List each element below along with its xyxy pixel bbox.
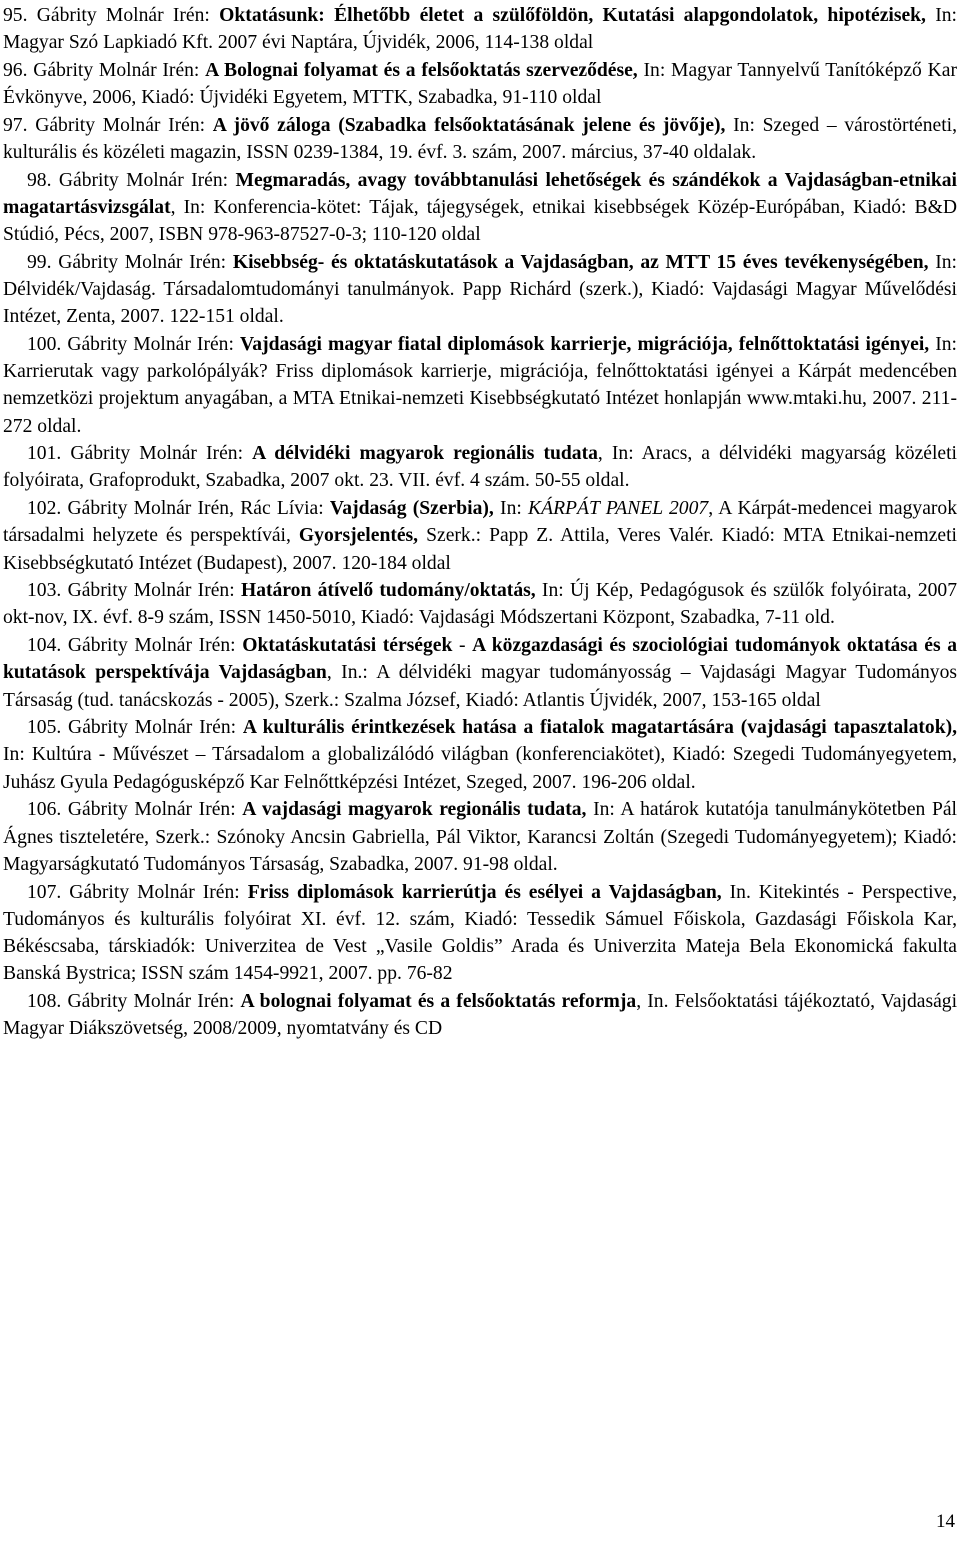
bibliography-entry [3,112,957,166]
bibliography-entry [3,714,957,796]
entry-text: In: Kultúra - Művészet – Társadalom a globalizálódó világban (konferenciakötet), Kiadó: Szegedi Tudományegyetem, Juhász Gyula Pedagógusképző Kar Felnőttképzési Intézet, Szeged, 2007. 196-206 oldal. [3,744,957,793]
entry-number: 102. [27,498,68,520]
entry-title: A délvidéki magyarok regionális tudata [252,443,598,465]
bibliography-entry [3,988,957,1042]
bibliography-entry [3,57,957,111]
entry-text: In: Magyar Szó Lapkiadó Kft. 2007 évi Naptára, Újvidék, 2006, 114-138 oldal [3,5,958,54]
entry-title: A bolognai folyamat és a felsőoktatás reformja [240,990,637,1012]
bibliography-entry [3,632,957,714]
entry-title: A vajdasági magyarok regionális tudata, [242,799,587,821]
bibliography-entry [3,879,957,988]
entry-number: 107. [27,881,70,903]
entry-text: Gábrity Molnár Irén: [58,251,233,273]
entry-title: Vajdaság (Szerbia), [329,498,494,520]
entry-text: In. Kitekintés - Perspective, Tudományos és kulturális folyóirat XI. évf. 12. szám, Kiadó: Tessedik Sámuel Főiskola, Gazdasági Főiskola Kar, Békéscsaba, társkiadók: Univerzitea de Vest „Vasile Goldis” Arada és Univerzita Mateja Bela Ekonomická fakulta Banská Bystrica; ISSN szám 1454-9921, 2007. pp. 76-82 [3,881,958,985]
entry-title: A kulturális érintkezések hatása a fiatalok magatartására (vajdasági tapasztalatok), [242,717,958,739]
entry-text: In: A határok kutatója tanulmánykötetben Pál Ágnes tiszteletére, Szerk.: Szónoky Ancsin Gabriella, Pál Viktor, Karancsi Zoltán (Szegedi Tudományegyetem); Kiadó: Magyarságkutató Tudományos Társaság, Szabadka, 2007. 91-98 oldal. [3,799,958,875]
entry-text: Gábrity Molnár Irén: [67,635,243,657]
entry-text: In: [493,498,529,520]
entry-text: Gábrity Molnár Irén: [67,990,241,1012]
entry-title: Határon átívelő tudomány/oktatás, [240,580,536,602]
bibliography-entry [3,577,957,631]
entry-number: 100. [27,333,68,355]
entry-title: Oktatáskutatási térségek [242,635,453,657]
entry-title: Gyorsjelentés, [298,525,419,547]
entry-text: In: Délvidék/Vajdaság. Társadalomtudományi tanulmányok. Papp Richárd (szerk.), Kiadó: Vajdasági Magyar Művelődési Intézet, Zenta, 2007. 122-151 oldal. [3,251,957,328]
entry-text: , In: Konferencia-kötet: Tájak, tájegységek, etnikai kisebbségek Közép-Európában, Kiadó: B&D Stúdió, Pécs, 2007, ISBN 978-963-87527-0-3; 110-120 oldal [3,196,957,246]
entry-text: In: Szeged – várostörténeti, kulturális és közéleti magazin, ISSN 0239-1384, 19. évf. 3. szám, 2007. március, 37-40 oldalak. [3,114,957,164]
bibliography-entry [3,167,957,249]
entry-text: In: Magyar Tannyelvű Tanítóképző Kar Évkönyve, 2006, Kiadó: Újvidéki Egyetem, MTTK, Szabadka, 91-110 oldal [3,59,957,109]
entry-number: 99. [27,251,59,273]
entry-title: Vajdasági magyar fiatal diplomások karrierje, migrációja, felnőttoktatási igényei, [239,333,930,355]
entry-number: 96. [3,59,34,81]
entry-title: Oktatásunk: Élhetőbb életet a szülőföldön, Kutatási alapgondolatok, hipotézisek, [219,5,926,26]
bibliography-entry [3,249,957,331]
entry-text: , In: Aracs, a délvidéki magyarság közéleti folyóirata, Grafoprodukt, Szabadka, 2007 okt. 23. VII. évf. 4 szám. 50-55 oldal. [3,443,957,492]
entry-number: 98. [27,169,59,191]
entry-text: Gábrity Molnár Irén: [67,333,240,355]
entry-number: 105. [27,717,69,739]
entry-text: Gábrity Molnár Irén: [68,717,243,739]
entry-text: , In. Felsőoktatási tájékoztató, Vajdasági Magyar Diákszövetség, 2008/2009, nyomtatvány és CD [3,990,958,1040]
entry-text: Gábrity Molnár Irén: [67,799,243,821]
entry-text: Gábrity Molnár Irén, Rác Lívia: [67,498,330,520]
entry-number: 104. [27,635,68,657]
entry-title: Friss diplomások karrierútja és esélyei a Vajdaságban, [247,881,722,903]
entry-number: 97. [3,114,36,136]
entry-text: , A Kárpát-medencei magyarok társadalmi helyzete és perspektívái, [3,498,958,547]
bibliography-entry [3,495,957,577]
entry-text: Gábrity Molnár Irén: [35,114,213,136]
entry-italic-text: KÁRPÁT PANEL 2007 [528,498,709,520]
entry-text: Szerk.: Papp Z. Attila, Veres Valér. Kiadó: MTA Etnikai-nemzeti Kisebbségkutató Intézet (Budapest), 2007. 120-184 oldal [3,525,957,574]
entry-number: 95. [3,5,37,26]
entry-number: 108. [27,990,68,1012]
entry-text: Gábrity Molnár Irén: [58,169,236,191]
entry-number: 101. [27,443,71,465]
document-page [3,2,957,1043]
entry-title: A Bolognai folyamat és a felsőoktatás szerveződése, [205,59,638,81]
entry-title: A közgazdasági és szociológiai tudományok oktatása és a kutatások perspektívája Vajdaságban [3,635,958,684]
entry-text: , In.: A délvidéki magyar tudományosság – Vajdasági Magyar Tudományos Társaság (tud. tanácskozás - 2005), Szerk.: Szalma József, Kiadó: Atlantis Újvidék, 2007, 153-165 oldal [3,662,957,711]
entry-number: 103. [27,580,68,602]
entry-text: In: Új Kép, Pedagógusok és szülők folyóirata, 2007 okt-nov, IX. évf. 8-9 szám, ISSN 1450-5010, Kiadó: Vajdasági Módszertani Központ, Szabadka, 7-11 old. [3,580,958,629]
page-number: 14 [936,1511,955,1532]
entry-number: 106. [27,799,68,821]
entry-title: Kisebbség- és oktatáskutatások a Vajdaságban, az MTT 15 éves tevékenységében, [232,251,929,273]
entry-title: A jövő záloga (Szabadka felsőoktatásának jelene és jövője), [212,114,726,136]
entry-text: In: Karrierutak vagy parkolópályák? Friss diplomások karrierje, migrációja, felnőttoktatási igényei a Kárpát medencében nemzetközi projektum anyagában, a MTA Etnikai-nemzeti Kisebbségkutató Intézet honlapján www.mtaki.hu, 2007. 211-272 oldal. [3,333,957,437]
bibliography-entry [3,796,957,878]
bibliography-entry [3,2,957,56]
entry-text: - [452,635,473,657]
entry-title: Megmaradás, avagy továbbtanulási lehetőségek és szándékok a Vajdaságban-etnikai magatartásvizsgálat [3,169,958,218]
entry-text: Gábrity Molnár Irén: [67,580,241,602]
bibliography-entry [3,440,957,494]
entry-text: Gábrity Molnár Irén: [69,881,248,903]
bibliography-entry [3,331,957,440]
entry-text: Gábrity Molnár Irén: [33,59,206,81]
entry-text: Gábrity Molnár Irén: [70,443,253,465]
entry-text: Gábrity Molnár Irén: [36,5,220,26]
